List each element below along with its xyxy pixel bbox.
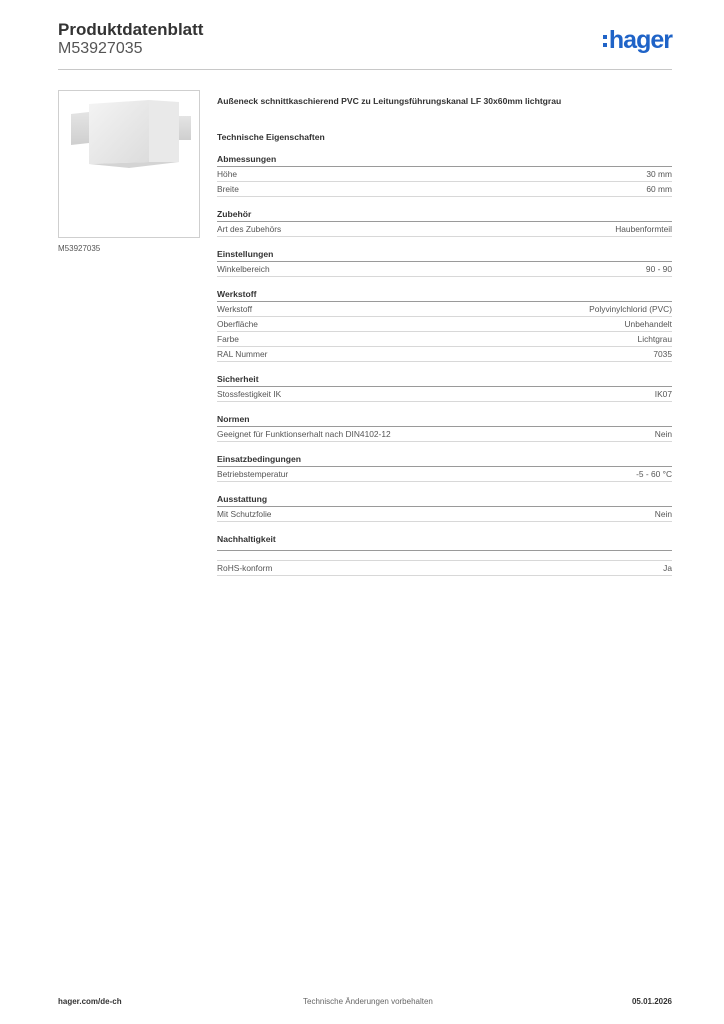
section-title: Ausstattung — [217, 492, 672, 507]
spec-label: Farbe — [217, 334, 239, 344]
header-divider — [58, 69, 672, 70]
section-einsatzbedingungen — [217, 452, 672, 482]
spec-row — [217, 332, 672, 347]
spec-row — [217, 560, 672, 576]
section-title: Einstellungen — [217, 247, 672, 262]
spec-label: Winkelbereich — [217, 264, 270, 274]
spec-label: Betriebstemperatur — [217, 469, 289, 479]
spec-label: RoHS-konform — [217, 563, 273, 573]
logo-dots-icon — [603, 35, 607, 47]
corner-piece-image — [69, 96, 191, 176]
spec-value: Nein — [654, 509, 672, 519]
section-title: Zubehör — [217, 207, 672, 222]
spec-label: RAL Nummer — [217, 349, 268, 359]
section-title: Normen — [217, 412, 672, 427]
spec-label: Mit Schutzfolie — [217, 509, 272, 519]
spec-value: Unbehandelt — [624, 319, 672, 329]
section-title: Sicherheit — [217, 372, 672, 387]
spec-value: 60 mm — [646, 184, 672, 194]
section-abmessungen — [217, 152, 672, 197]
spec-row — [217, 347, 672, 362]
spec-row — [217, 262, 672, 277]
spec-row — [217, 387, 672, 402]
product-number: M53927035 — [58, 40, 143, 57]
spec-value: 90 - 90 — [645, 264, 672, 274]
section-zubehoer — [217, 207, 672, 237]
logo-text: hager — [608, 26, 672, 54]
section-title: Abmessungen — [217, 152, 672, 167]
section-nachhaltigkeit — [217, 532, 672, 576]
page-footer — [58, 997, 672, 1011]
spec-row — [217, 167, 672, 182]
spec-value: 30 mm — [646, 169, 672, 179]
footer-date: 05.01.2026 — [631, 997, 672, 1006]
spec-value: IK07 — [654, 389, 672, 399]
product-description: Außeneck schnittkaschierend PVC zu Leitungsführungskanal LF 30x60mm lichtgrau — [217, 96, 562, 106]
spec-value: Haubenformteil — [615, 224, 672, 234]
spec-row — [217, 427, 672, 442]
hager-logo — [603, 28, 672, 53]
spec-row — [217, 302, 672, 317]
spec-label: Werkstoff — [217, 304, 253, 314]
spec-value: Polyvinylchlorid (PVC) — [589, 304, 672, 314]
spec-row — [217, 222, 672, 237]
section-werkstoff — [217, 287, 672, 362]
spec-value: -5 - 60 °C — [636, 469, 672, 479]
section-sicherheit — [217, 372, 672, 402]
spec-row — [217, 317, 672, 332]
footer-disclaimer: Technische Änderungen vorbehalten — [303, 997, 433, 1006]
product-image — [58, 90, 200, 238]
section-title: Einsatzbedingungen — [217, 452, 672, 467]
spec-label: Stossfestigkeit IK — [217, 389, 282, 399]
spec-label: Breite — [217, 184, 239, 194]
spec-value: Nein — [654, 429, 672, 439]
spec-row — [217, 507, 672, 522]
spec-row — [217, 182, 672, 197]
section-title: Werkstoff — [217, 287, 672, 302]
spec-content — [217, 96, 672, 576]
spec-label: Oberfläche — [217, 319, 258, 329]
spec-label: Geeignet für Funktionserhalt nach DIN4102-12 — [217, 429, 391, 439]
spec-label: Art des Zubehörs — [217, 224, 282, 234]
section-title: Nachhaltigkeit — [217, 532, 672, 551]
footer-website-link[interactable]: hager.com/de-ch — [58, 997, 122, 1006]
spec-row — [217, 467, 672, 482]
section-einstellungen — [217, 247, 672, 277]
document-title: Produktdatenblatt — [58, 20, 204, 39]
spec-value: Ja — [663, 563, 672, 573]
spec-label: Höhe — [217, 169, 238, 179]
technical-properties-heading: Technische Eigenschaften — [217, 132, 325, 142]
spec-value: 7035 — [653, 349, 672, 359]
section-ausstattung — [217, 492, 672, 522]
page-header — [58, 20, 672, 70]
image-caption: M53927035 — [58, 244, 101, 253]
section-normen — [217, 412, 672, 442]
spec-value: Lichtgrau — [637, 334, 672, 344]
